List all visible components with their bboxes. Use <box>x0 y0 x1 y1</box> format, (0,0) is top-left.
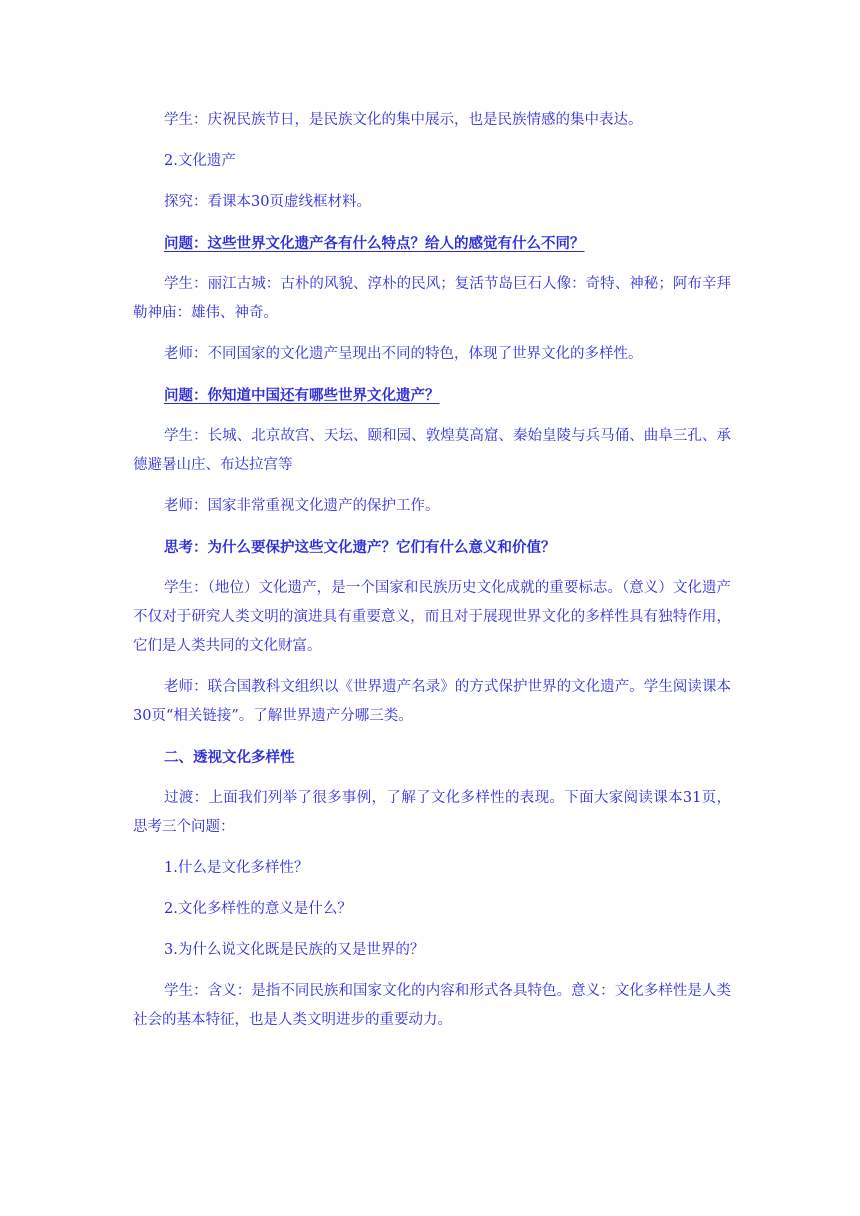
question-heritage-features: 问题：这些世界文化遗产各有什么特点？给人的感觉有什么不同？ <box>164 235 585 252</box>
question-china-heritage: 问题：你知道中国还有哪些世界文化遗产？ <box>164 387 440 404</box>
student-answer-diversity-meaning: 学生：含义：是指不同民族和国家文化的内容和形式各具特色。意义：文化多样性是人类社会的基本特征，也是人类文明进步的重要动力。 <box>133 983 731 1028</box>
student-answer-festival: 学生：庆祝民族节日，是民族文化的集中展示，也是民族情感的集中表达。 <box>164 112 643 128</box>
question-item-1: 1.什么是文化多样性？ <box>164 860 309 876</box>
explore-prompt: 探究：看课本30页虚线框材料。 <box>164 194 371 210</box>
teacher-remark-protection: 老师：国家非常重视文化遗产的保护工作。 <box>164 498 440 514</box>
question-item-2: 2.文化多样性的意义是什么？ <box>164 901 352 917</box>
teacher-remark-diversity: 老师：不同国家的文化遗产呈现出不同的特色，体现了世界文化的多样性。 <box>164 346 643 362</box>
question-item-3: 3.为什么说文化既是民族的又是世界的？ <box>164 942 425 958</box>
section-cultural-heritage: 2.文化遗产 <box>164 153 236 169</box>
student-answer-china-heritage: 学生：长城、北京故宫、天坛、颐和园、敦煌莫高窟、秦始皇陵与兵马俑、曲阜三孔、承德避暑山庄、布达拉宫等 <box>133 428 731 473</box>
think-prompt-value: 思考：为什么要保护这些文化遗产？它们有什么意义和价值？ <box>164 539 556 556</box>
section-heading-diversity: 二、透视文化多样性 <box>164 749 295 766</box>
transition-paragraph: 过渡：上面我们列举了很多事例，了解了文化多样性的表现。下面大家阅读课本31页，思考三个问题： <box>133 790 731 835</box>
teacher-remark-unesco: 老师：联合国教科文组织以《世界遗产名录》的方式保护世界的文化遗产。学生阅读课本30页“相关链接”。了解世界遗产分哪三类。 <box>133 679 731 724</box>
document-body <box>133 106 731 1047</box>
student-answer-heritage-features: 学生：丽江古城：古朴的风貌、淳朴的民风；复活节岛巨石人像：奇特、神秘；阿布辛拜勒神庙：雄伟、神奇。 <box>133 276 731 321</box>
student-answer-value: 学生：（地位）文化遗产，是一个国家和民族历史文化成就的重要标志。（意义）文化遗产不仅对于研究人类文明的演进具有重要意义，而且对于展现世界文化的多样性具有独特作用，它们是人类共同的文化财富。 <box>133 580 731 654</box>
